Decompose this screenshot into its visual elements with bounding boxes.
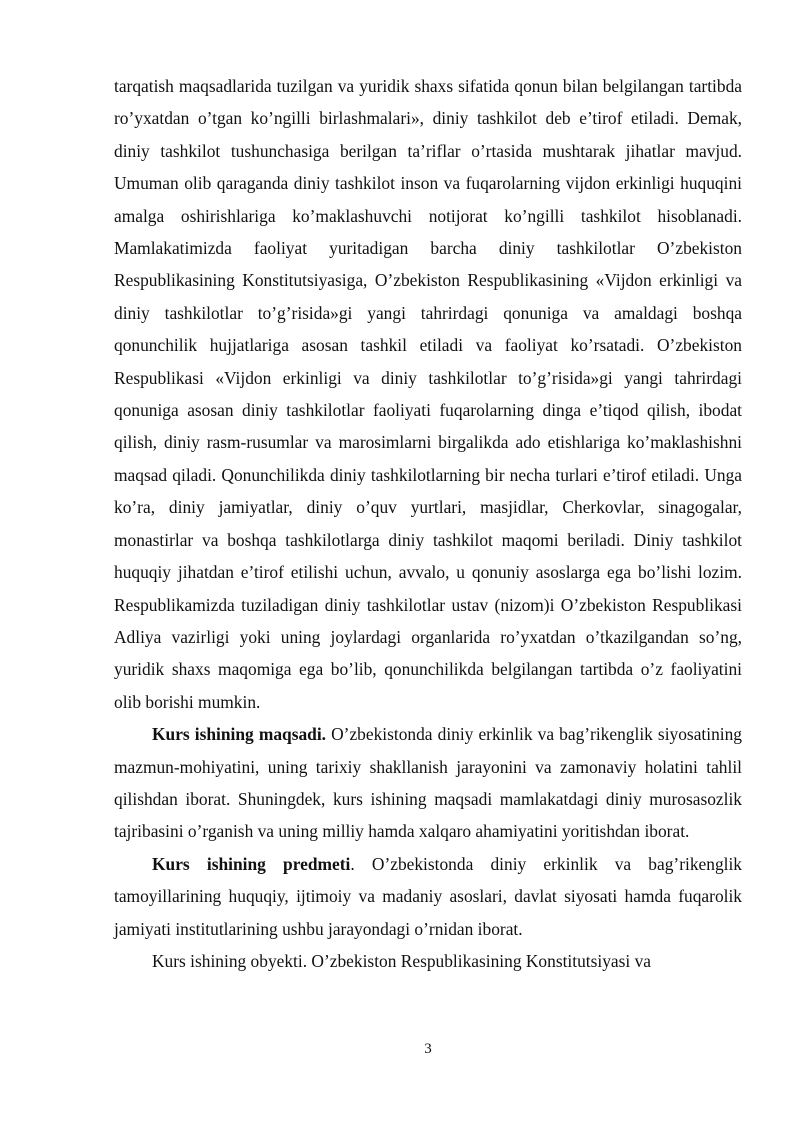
page-number: 3 <box>424 1041 432 1057</box>
paragraph-religious-organizations: tarqatish maqsadlarida tuzilgan va yuridik shaxs sifatida qonun bilan belgilangan tartibda ro’yxatdan o’tgan ko’ngilli birlashmalari», diniy tashkilot deb e’tirof etiladi. Demak, diniy tashkilot tushunchasiga berilgan ta’riflar o’rtasida mushtarak jihatlar mavjud. Umuman olib qaraganda diniy tashkilot inson va fuqarolarning vijdon erkinligi huquqini amalga oshirishlariga ko’maklashuvchi notijorat ko’ngilli tashkilot hisoblanadi. Mamlakatimizda faoliyat yuritadigan barcha diniy tashkilotlar O’zbekiston Respublikasining Konstitutsiyasiga, O’zbekiston Respublikasining «Vijdon erkinligi va diniy tashkilotlar to’g’risida»gi yangi tahrirdagi qonuniga va amaldagi boshqa qonunchilik hujjatlariga asosan tashkil etiladi va faoliyat ko’rsatadi. O’zbekiston Respublikasi «Vijdon erkinligi va diniy tashkilotlar to’g’risida»gi yangi tahrirdagi qonuniga asosan diniy tashkilotlar faoliyati fuqarolarning dinga e’tiqod qilish, ibodat qilish, diniy rasm-rusumlar va marosimlarni birgalikda ado etishlariga ko’maklashishni maqsad qiladi. Qonunchilikda diniy tashkilotlarning bir necha turlari e’tirof etiladi. Unga ko’ra, diniy jamiyatlar, diniy o’quv yurtlari, masjidlar, Cherkovlar, sinagogalar, monastirlar va boshqa tashkilotlarga diniy tashkilot maqomi beriladi. Diniy tashkilot huquqiy jihatdan e’tirof etilishi uchun, avvalo, u qonuniy asoslarga ega bo’lishi lozim. Respublikamizda tuziladigan diniy tashkilotlar ustav (nizom)i O’zbekiston Respublikasi Adliya vazirligi yoki uning joylardagi organlarida ro’yxatdan o’tkazilgandan so’ng, yuridik shaxs maqomiga ega bo’lib, qonunchilikda belgilangan tartibda o’z faoliyatini olib borishi mumkin. <box>114 76 742 712</box>
course-goal-heading: Kurs ishining maqsadi. <box>152 724 327 745</box>
body-text <box>114 70 742 977</box>
course-subject-text: . O’zbekistonda diniy erkinlik va bag’rikenglik tamoyillarining huquqiy, ijtimoiy va madaniy asoslari, davlat siyosati hamda fuqarolik jamiyati institutlarining ushbu jarayondagi o’rnidan iborat. <box>114 853 742 939</box>
course-subject-heading: Kurs ishining predmeti <box>152 853 351 874</box>
paragraph-course-subject <box>114 848 742 945</box>
course-goal-text: O’zbekistonda diniy erkinlik va bag’rikenglik siyosatining mazmun-mohiyatini, uning tarixiy shakllanish jarayonini va zamonaviy holatini tahlil qilishdan iborat. Shuningdek, kurs ishining maqsadi mamlakatdagi diniy murosasozlik tajribasini o’rganish va uning milliy hamda xalqaro ahamiyatini yoritishdan iborat. <box>114 724 742 842</box>
paragraph-course-object: Kurs ishining obyekti. O’zbekiston Respublikasining Konstitutsiyasi va <box>152 950 651 971</box>
paragraph-course-goal <box>114 718 742 848</box>
